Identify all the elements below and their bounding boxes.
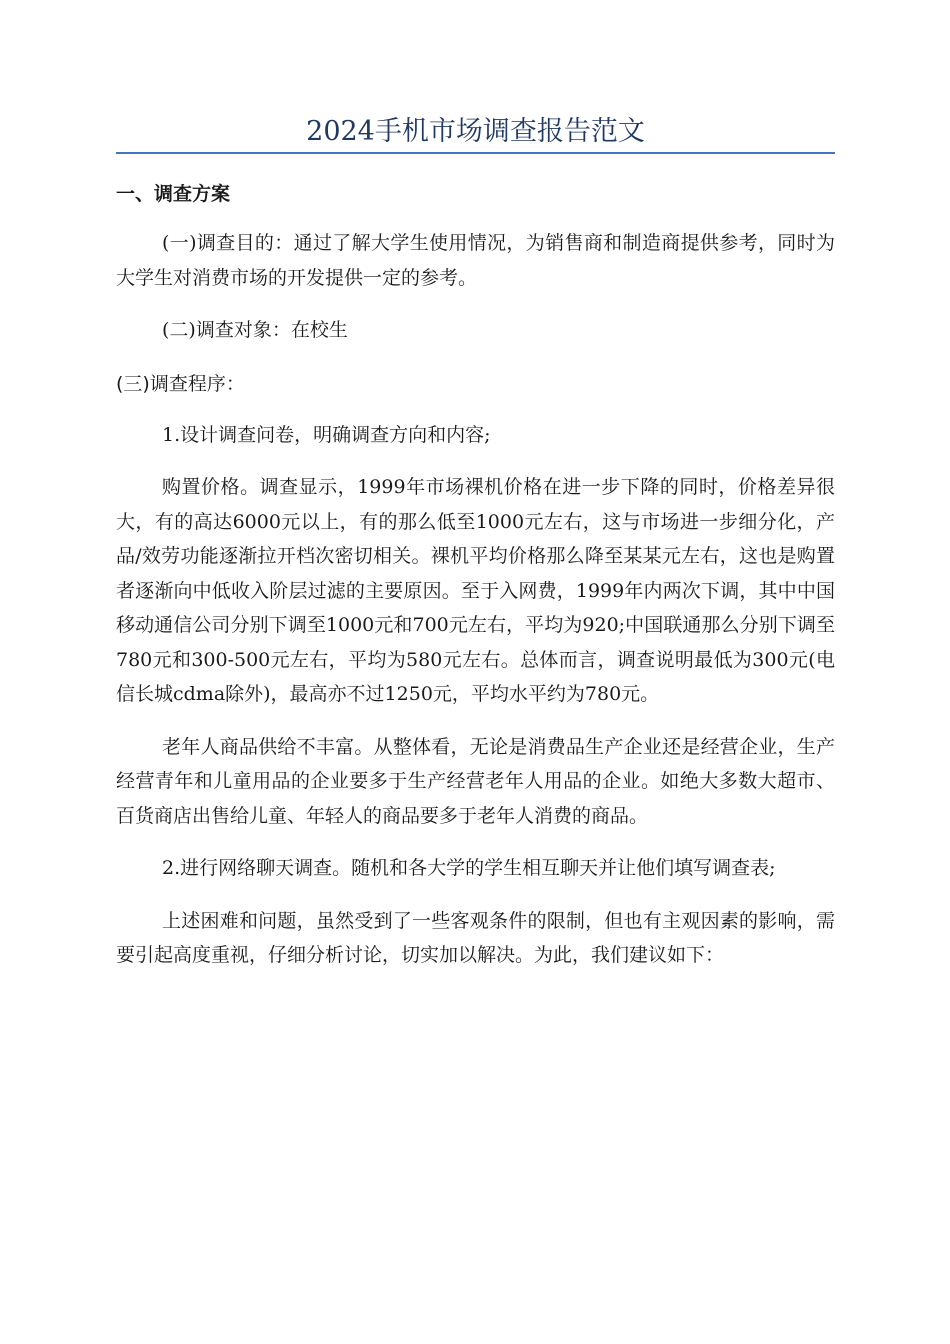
section-heading-survey-plan: 一、调查方案 (116, 183, 231, 205)
paragraph-purchase-price: 购置价格。调查显示，1999年市场裸机价格在进一步下降的同时，价格差异很大，有的高达6000元以上，有的那么低至1000元左右，这与市场进一步细分化，产品/效劳功能逐渐拉开档次密切相关。裸机平均价格那么降至某某元左右，这也是购置者逐渐向中低收入阶层过滤的主要原因。至于入网费，1999年内两次下调，其中中国移动通信公司分别下调至1000元和700元左右，平均为920;中国联通那么分别下调至780元和300-500元左右，平均为580元左右。总体而言，调查说明最低为300元(电信长城cdma除外)，最高亦不过1250元，平均水平约为780元。 (116, 476, 835, 705)
paragraph-survey-purpose: (一)调查目的：通过了解大学生使用情况，为销售商和制造商提供参考，同时为大学生对消费市场的开发提供一定的参考。 (116, 232, 835, 289)
document-title: 2024手机市场调查报告范文 (306, 116, 645, 147)
document-page (116, 112, 835, 991)
paragraph-elderly-goods: 老年人商品供给不丰富。从整体看，无论是消费品生产企业还是经营企业，生产经营青年和儿童用品的企业要多于生产经营老年人用品的企业。如绝大多数大超市、百货商店出售给儿童、年轻人的商品要多于老年人消费的商品。 (116, 735, 835, 827)
paragraph-survey-procedure: (三)调查程序： (116, 372, 245, 395)
title-underline (116, 152, 835, 154)
paragraph-survey-target: (二)调查对象：在校生 (162, 319, 348, 341)
paragraph-step-1: 1.设计调查问卷，明确调查方向和内容; (162, 423, 491, 446)
paragraph-problems-suggestions: 上述困难和问题，虽然受到了一些客观条件的限制，但也有主观因素的影响，需要引起高度重视，仔细分析讨论，切实加以解决。为此，我们建议如下： (116, 909, 835, 966)
paragraph-step-2: 2.进行网络聊天调查。随机和各大学的学生相互聊天并让他们填写调查表; (162, 857, 776, 879)
